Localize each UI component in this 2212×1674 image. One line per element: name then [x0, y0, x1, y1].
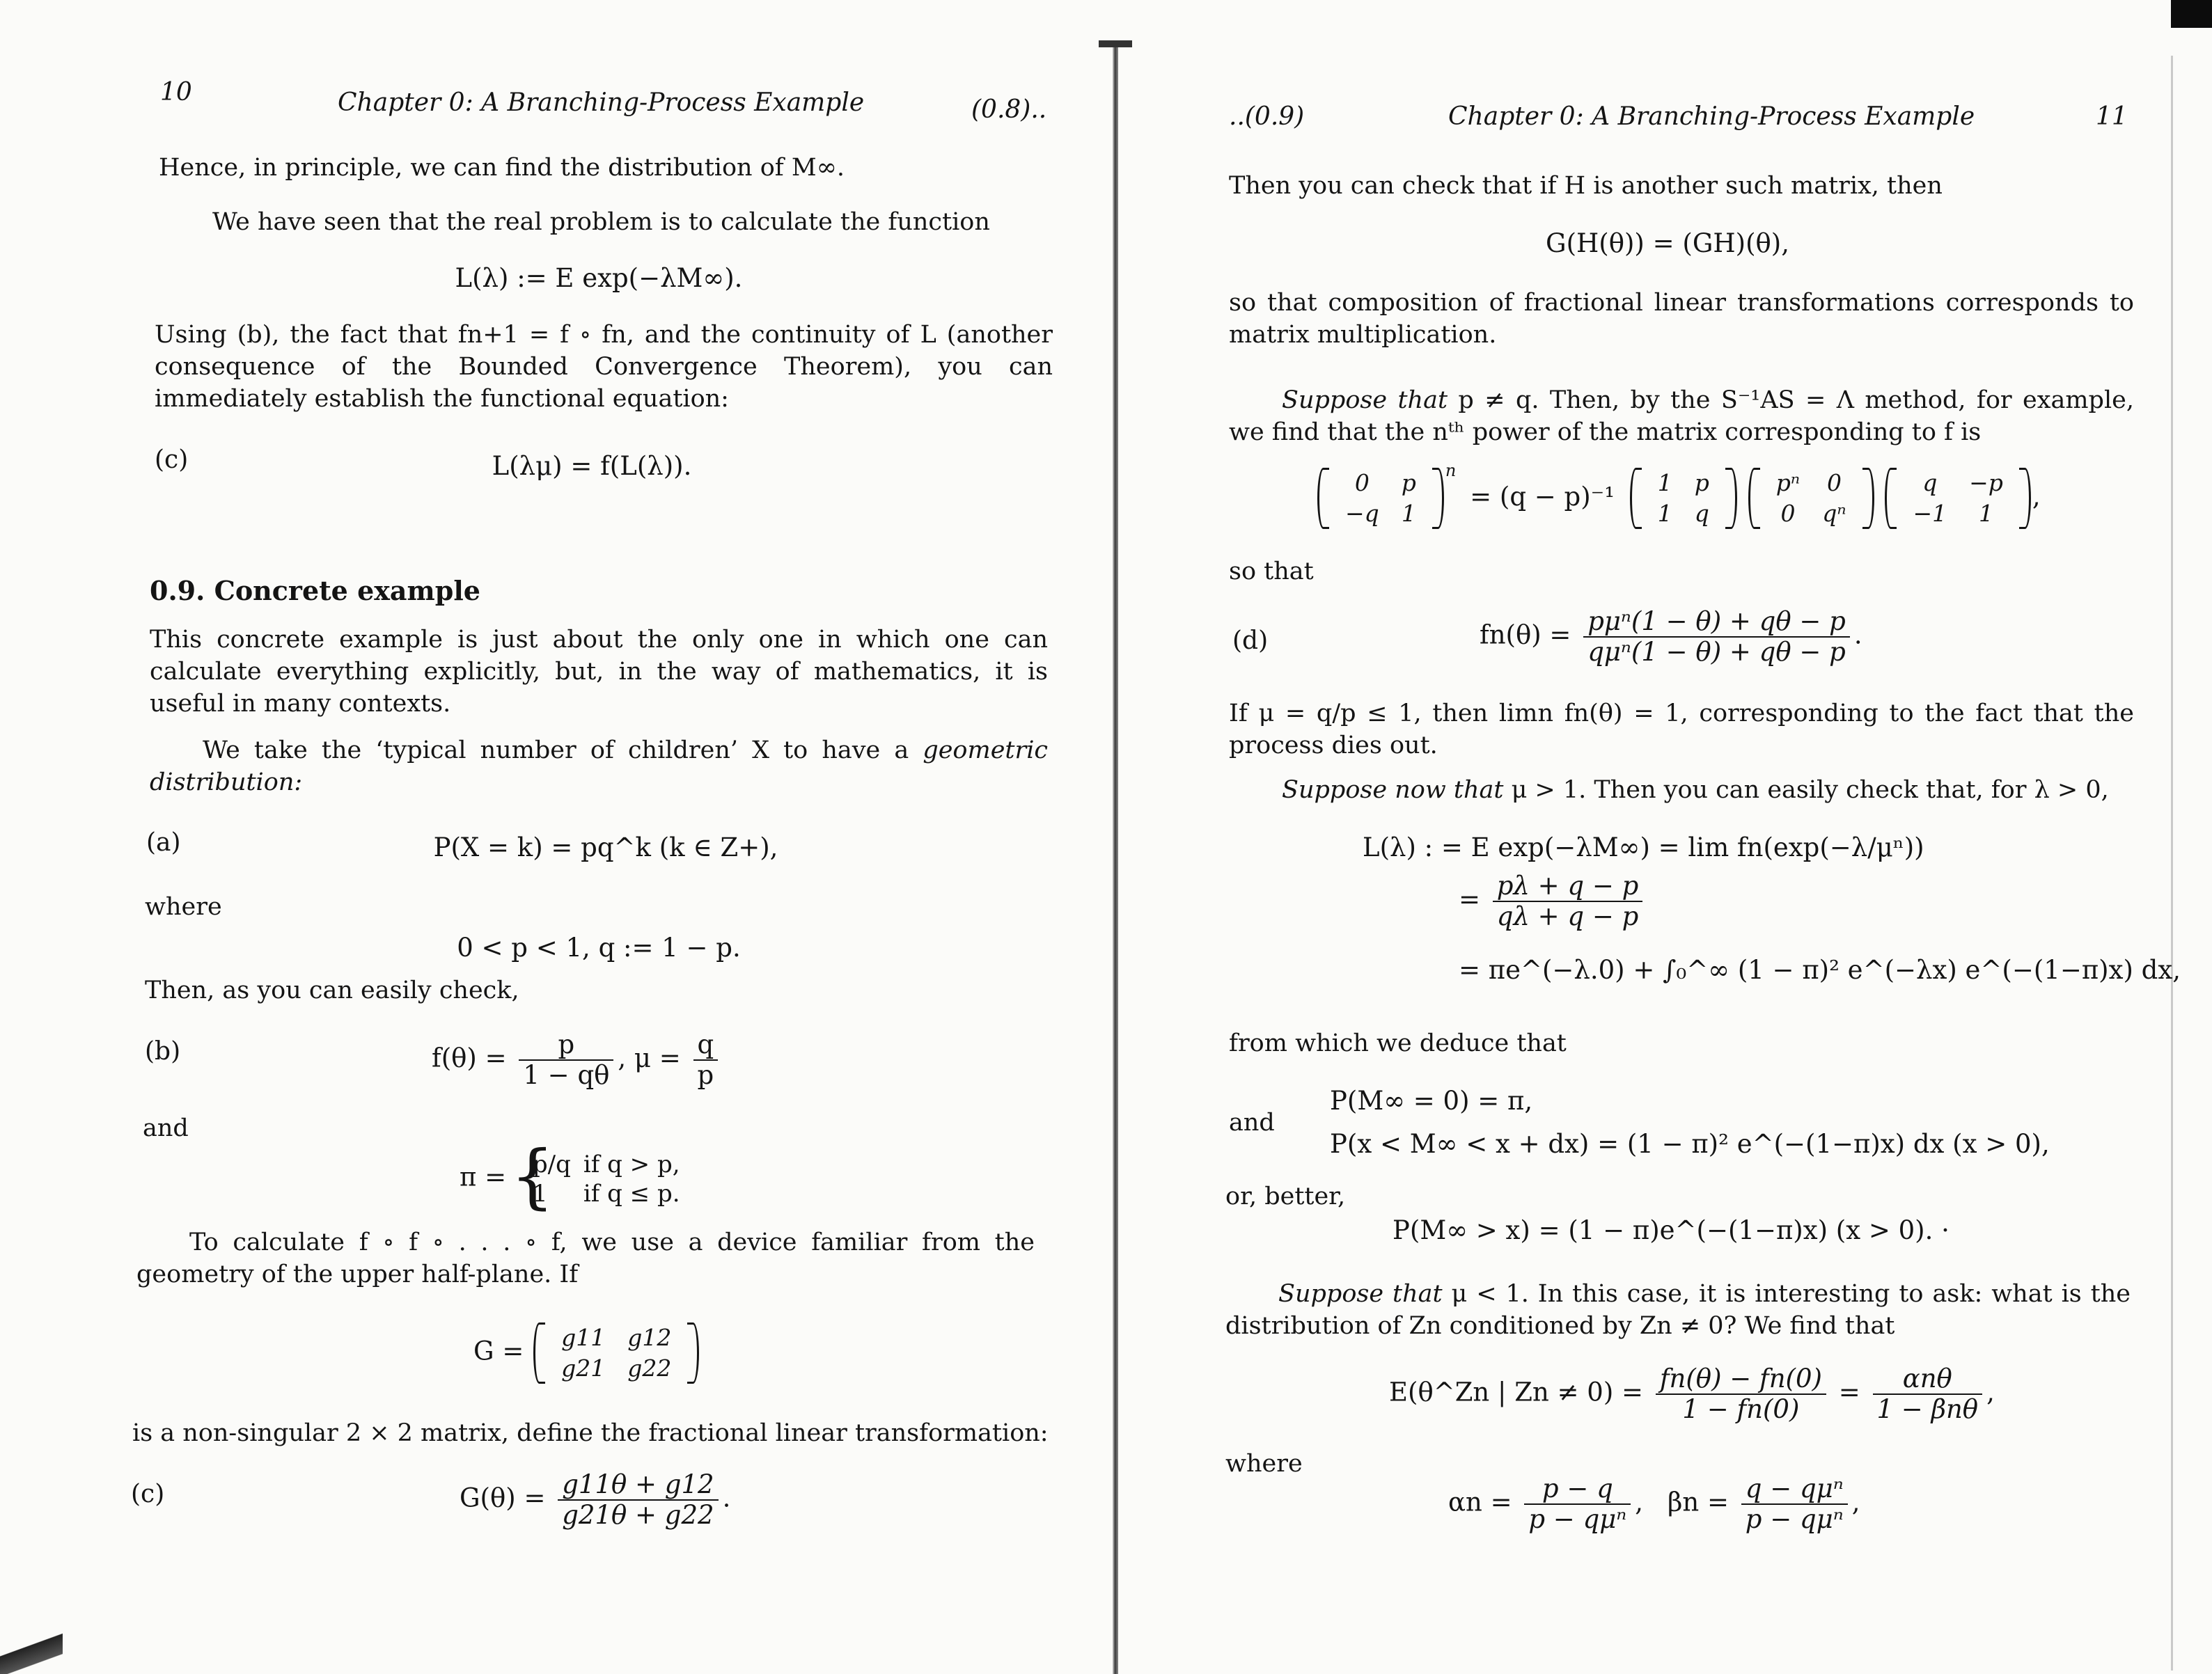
equation-laplace-fraction: = $\frac{p\lambda + q - p}{q\lambda + q - p}$	[1459, 871, 1807, 931]
equation-tag: (c)	[131, 1480, 165, 1508]
equation-fn-iterate: fn(θ) = $\frac{\text{pμⁿ(1 − θ) + qθ − p}}{\text{qμⁿ(1 − θ) + qθ − p}}$ .	[1480, 606, 1862, 667]
equation-tag: (a)	[146, 828, 181, 857]
paragraph: We have seen that the real problem is to calculate the function	[212, 208, 990, 236]
paragraph: Using (b), the fact that fn+1 = f ∘ fn, and the continuity of L (another consequence of the Bounded Convergence Theorem), you can immediately establish the functional equation:	[155, 321, 1053, 413]
equation-functional: L(λμ) = f(L(λ)).	[492, 451, 692, 481]
paragraph: from which we deduce that	[1229, 1029, 1567, 1057]
right-page	[1117, 0, 2212, 1674]
equation-p-q: 0 < p < 1, q := 1 − p.	[457, 933, 741, 963]
equation-matrix-G: G = g11 g12 g21 g22	[473, 1322, 766, 1384]
equation-fractional-linear: G(θ) = $\frac{g11\theta + g12}{g21\theta + g22}$ .	[460, 1469, 731, 1530]
equation-laplace-integral: = πe^(−λ.0) + ∫₀^∞ (1 − π)² e^(−λx) e^(−(1−π)x) dx,	[1459, 955, 2181, 985]
text-where: where	[145, 893, 222, 921]
text-where: where	[1225, 1450, 1303, 1478]
text-and: and	[143, 1114, 189, 1142]
page-number: 11	[2096, 102, 2128, 131]
paragraph: so that composition of fractional linear transformations corresponds to matrix multiplication.	[1229, 289, 2134, 349]
equation-conditional-gf: E(θ^Zn | Zn ≠ 0) = $\frac{fn(\theta) - fn(0)}{1 - fn(0)}$ = $\frac{\text{αnθ}}{\text{1 − βnθ}}$ ,	[1389, 1364, 1995, 1424]
text-so-that: so that	[1229, 558, 1314, 585]
paragraph: Then you can check that if H is another such matrix, then	[1229, 172, 1943, 200]
equation-matrix-power: 0 p −q 1 $^n$ = (q − p)⁻¹ 1 p 1 q pⁿ 0 0 qⁿ q −p −1 1 ,	[1316, 468, 2082, 529]
equation-generating-function: f(θ) = $\frac{p}{1 - q\theta}$ , μ = $\frac{q}{p}$	[432, 1030, 822, 1090]
equation-tag: (d)	[1232, 626, 1269, 655]
paragraph: Then, as you can easily check,	[145, 977, 519, 1004]
equation-geometric: P(X = k) = pq^k (k ∈ Z+),	[433, 832, 778, 862]
paragraph: We take the ‘typical number of children’ X to have a geometric distribution:	[150, 736, 1048, 796]
page-number: 10	[160, 78, 192, 106]
running-header: Chapter 0: A Branching-Process Example	[338, 88, 865, 117]
text-or-better: or, better,	[1225, 1183, 1346, 1210]
section-heading: 0.9. Concrete example	[150, 575, 480, 606]
paragraph: Suppose that p ≠ q. Then, by the S⁻¹AS = Λ method, for example, we find that the nᵗʰ power of the matrix corresponding to f is	[1229, 386, 2134, 446]
equation-alpha: αn = $\frac{p - q}{\text{p − qμⁿ}}$ ,	[1448, 1474, 1644, 1534]
paragraph: Suppose that μ < 1. In this case, it is interesting to ask: what is the distribution of Zn conditioned by Zn ≠ 0? We find that	[1225, 1280, 2131, 1340]
text-and: and	[1229, 1109, 1275, 1137]
equation-beta: βn = $\frac{\text{q − qμⁿ}}{\text{p − qμⁿ}}$ ,	[1668, 1474, 1860, 1534]
equation-composition: G(H(θ)) = (GH)(θ),	[1546, 228, 1789, 258]
equation-tail: P(M∞ > x) = (1 − π)e^(−(1−π)x) (x > 0). ·	[1393, 1215, 1950, 1245]
equation-atom-at-zero: P(M∞ = 0) = π,	[1330, 1086, 1533, 1116]
section-ref: ..(0.9)	[1229, 102, 1305, 131]
paragraph: This concrete example is just about the only one in which one can calculate everything explicitly, but, in the way of mathematics, it is useful in many contexts.	[150, 626, 1048, 718]
paragraph: Hence, in principle, we can find the distribution of M∞.	[159, 154, 845, 182]
section-ref: (0.8)..	[971, 95, 1047, 124]
paragraph: is a non-singular 2 × 2 matrix, define the fractional linear transformation:	[132, 1419, 1049, 1447]
paragraph: To calculate f ∘ f ∘ . . . ∘ f, we use a device familiar from the geometry of the upper half-plane. If	[136, 1229, 1035, 1288]
equation-tag: (c)	[155, 445, 189, 474]
equation-pi: π = { p/q if q > p, 1 if q ≤ p.	[460, 1150, 780, 1208]
equation-density: P(x < M∞ < x + dx) = (1 − π)² e^(−(1−π)x) dx (x > 0),	[1330, 1129, 2050, 1159]
equation-laplace-limit: L(λ) : = E exp(−λM∞) = lim fn(exp(−λ/μⁿ))	[1363, 832, 1924, 862]
equation-L: L(λ) := E exp(−λM∞).	[455, 263, 743, 293]
paragraph: If μ = q/p ≤ 1, then limn fn(θ) = 1, corresponding to the fact that the process dies out.	[1229, 700, 2134, 759]
equation-tag: (b)	[145, 1037, 181, 1066]
paragraph: Suppose now that μ > 1. Then you can easily check that, for λ > 0,	[1282, 776, 2109, 804]
running-header: Chapter 0: A Branching-Process Example	[1448, 102, 1975, 131]
